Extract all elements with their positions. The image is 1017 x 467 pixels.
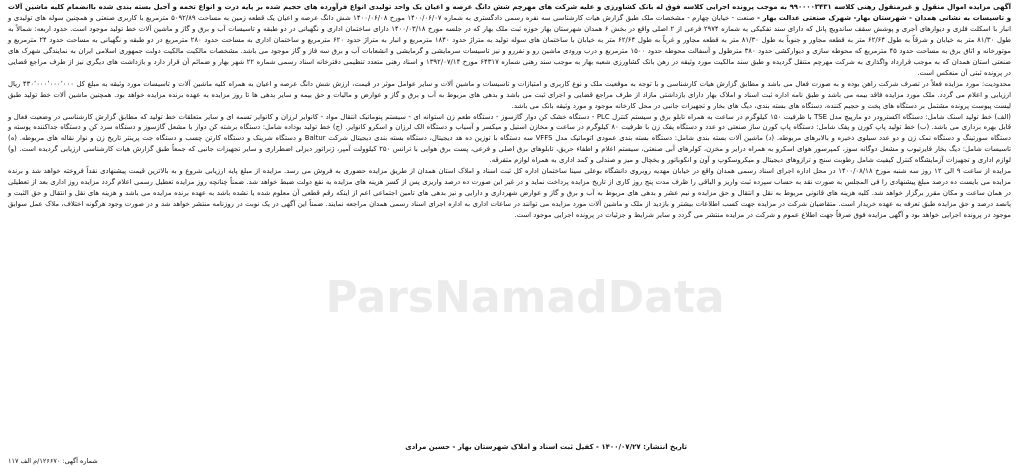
watermark-text: ParsNamadData xyxy=(325,272,725,323)
watermark-logo xyxy=(325,262,725,332)
notice-number: شماره آگهی: ۱۲۶۶۷۰/م الف ۱۱۷ xyxy=(8,457,98,465)
notice-body xyxy=(8,2,1011,221)
notice-paragraph-3: (الف) خط تولید اسنک شامل: دستگاه اکسترودر دو مارپیچ مدل TSE با ظرفیت ۱۵۰ کیلوگرم در ساعت به همراه تابلو برق و سیستم کنترل PLC - دستگاه خشک کن دوار گازسوز - دستگاه طعم زن استوانه ای - سیستم پنوماتیک انتقال مواد - کانوایر لرزان و کانوایر تسمه ای و سایر متعلقات خط تولید که مطابق گزارش کارشناسی در وضعیت فعال و قابل بهره برداری می باشد. (ب) خط تولید پاپ کورن و پفک شامل: دستگاه پاپ کورن ساز صنعتی دو عدد و دستگاه پفک زن با ظرفیت ۸۰ کیلوگرم در ساعت و مخازن استیل و میکسر و آسیاب و دستگاه الک لرزان و اسکرو کانوایر. (ج) خط تولید بوداده شامل: دستگاه برشته کن دوار با مشعل گازسوز و دستگاه سرد کن و دستگاه جداکننده پوسته و دستگاه سورتینگ و دستگاه نمک زن و دو عدد سیلوی ذخیره و بالابرهای مربوطه. (د) ماشین آلات بسته بندی شامل: دستگاه بسته بندی عمودی اتوماتیک مدل VFFS سه دستگاه با توزین ده هد دیجیتال، دستگاه بسته بندی دیجیتال شرکت Baltur و دستگاه شرینک و دستگاه کارتن چسب و دستگاه جت پرینتر تاریخ زن و نوار نقاله های مربوطه. (ه) تاسیسات شامل: دیگ بخار فایرتیوب و مشعل دوگانه سوز، کمپرسور هوای اسکرو به همراه درایر و مخزن، کولرهای آبی صنعتی، سیستم اعلام و اطفاء حریق، تابلوهای برق اصلی و فرعی، پست برق هوایی با ترانس ۲۵۰ کیلوولت آمپر، ژنراتور دیزلی اضطراری و سایر تجهیزات جانبی که جمعاً طبق گزارش هیات کارشناسی ارزیابی گردیده است. (و) لوازم اداری و تجهیزات آزمایشگاه کنترل کیفیت شامل رطوبت سنج و ترازوهای دیجیتال و میکروسکوپ و آون و انکوباتور و یخچال و میز و صندلی و کمد اداری به همراه لوازم متفرقه. xyxy=(8,112,1012,165)
notice-paragraph-4: مزایده از ساعت ۹ الی ۱۲ روز سه شنبه مورخ ۱۴۰۰/۰۸/۱۸ در محل اداره اجرای اسناد رسمی همدان واقع در خیابان مهدیه روبروی دانشگاه بوعلی سینا ساختمان اداره کل ثبت اسناد و املاک استان همدان از طریق مزایده حضوری به فروش می رسد. مزایده از مبلغ پایه ارزیابی شروع و به بالاترین قیمت پیشنهادی نقداً فروخته خواهد شد و برنده مزایده می بایست ده درصد مبلغ پیشنهادی را فی المجلس به صورت نقد به حساب سپرده ثبت واریز و الباقی را ظرف مدت پنج روز کاری از تاریخ مزایده پرداخت نماید و در غیر این صورت ده درصد واریزی پس از کسر هزینه های مزایده به نفع دولت ضبط خواهد شد. ضمناً چنانچه روز مزایده تعطیل رسمی اعلام گردد مزایده روز اداری بعد از تعطیلی در همان ساعت و مکان مقرر برگزار خواهد شد. کلیه هزینه های قانونی مربوط به نقل و انتقال و حق مزایده و نیم عشر و بدهی های مربوط به آب و برق و گاز و عوارض شهرداری و دارایی و نیز بدهی های تامین اجتماعی اعم از اینکه رقم قطعی آن معلوم شده یا نشده باشد به عهده برنده مزایده می باشد و هزینه های نقل و انتقال و حق الثبت و پانصد درصد و حق مزایده طبق تعرفه به عهده خریدار است. متقاضیان شرکت در مزایده جهت کسب اطلاعات بیشتر و بازدید از ملک و ماشین آلات مورد مزایده می توانند در ساعات اداری به اداره اجرای اسناد رسمی همدان مراجعه نمایند. ضمناً این آگهی در یک نوبت در روزنامه منتشر خواهد شد و در صورت وجود هرگونه اختلاف، ملاک عمل سوابق موجود در پرونده اجرایی خواهد بود و آگهی مزایده فوق صرفاً جهت اطلاع عموم و شرکت در مزایده منتشر می گردد و سایر شرایط و جزئیات در پرونده اجرایی موجود است. xyxy=(8,167,1012,220)
notice-footer: تاریخ انتشار: ۱۴۰۰/۰۷/۲۷ - کفیل ثبت اسناد و املاک شهرستان بهار - حسین مرادی xyxy=(405,443,687,451)
watermark-logo-icon xyxy=(325,262,725,332)
notice-title-text: آگهی مزایده اموال منقول و غیرمنقول رهنی کلاسه ۹۹۰۰۰۰۳۴۳۱ به موجب پرونده اجرایی کلاسه فوق له بانک کشاورزی و علیه شرکت های مهرچم شش دانگ عرصه و اعیان یک واحد تولیدی انواع فرآورده های حجیم شده بر پایه ذرت و انواع تخمه و آجیل بسته بندی شده باانضمام کلیه ماشین آلات و تاسیسات به نشانی همدان - شهرستان بهار- شهرک صنعتی عدالت بهار - xyxy=(8,3,1012,22)
notice-paragraph-1: صنعت - خیابان چهارم - مشخصات ملک طبق گزارش هیات کارشناسی سه نفره رسمی دادگستری به شماره ۱۴۰۰/۰۶/۰۷ مورخ ۱۴۰۰/۰۶/۰۸ شش دانگ عرصه و اعیان یک قطعه زمین به مساحت ۵۰۹۲/۸۹ مترمربع با کاربری صنعتی و همچنین سوله های تولیدی و انبار با اسکلت فلزی و دیوارهای آجری و پوشش سقف ساندویچ پانل که دارای سند تفکیکی به شماره ۲۹۷۴ فرعی از ۲ اصلی واقع در بخش ۶ همدان شهرستان بهار حوزه ثبت ملک بهار که در جلسه مورخ ۱۴۰۰/۰۳/۱۸ دارای ساختمان اداری و نگهبانی در دو طبقه و تاسیسات آب و برق و گاز و ماشین آلات خط تولید موجود است. حدود اربعه: شمالاً به طول ۸۱/۳۰ متر به خیابان و شرقاً به طول ۶۲/۶۴ متر به قطعه مجاور و جنوباً به طول ۸۱/۳۰ متر به قطعه مجاور و غرباً به طول ۶۲/۶۴ متر به خیابان با ساختمان های سوله تولید به متراژ حدود ۱۸۴۰ مترمربع و انبار به متراژ حدود ۶۲۰ مترمربع و ساختمان اداری به مساحت حدود ۲۸۰ مترمربع در دو طبقه و نگهبانی به مساحت حدود ۲۴ مترمربع و موتورخانه و اتاق برق به مساحت حدود ۴۵ مترمربع که محوطه سازی و دیوارکشی حدود ۳۸۰ مترطول و آسفالت محوطه حدود ۱۵۰۰ مترمربع و درب ورودی ماشین رو و نفررو و نیز تاسیسات سرمایشی و گرمایشی و انشعابات آب و برق سه فاز و گاز موجود می باشد. مشخصات مالکیت مالکیت دولت جمهوری اسلامی ایران به نمایندگی شهرک های صنعتی استان همدان که به موجب قرارداد واگذاری به شرکت مهرچم منتقل گردیده و طبق سند مالکیت مورد وثیقه در رهن بانک کشاورزی شعبه بهار به موجب سند رهنی شماره ۶۴۳۱۷ مورخ ۱۳۹۲/۰۷/۱۴ و اسناد رهنی متعدد تنظیمی دفترخانه اسناد رسمی شماره ۲۲ شهر بهار و ضمائم آن قرار دارد و بازداشت های دیگری نیز از طرف مراجع قضایی در پرونده ثبتی آن منعکس است. xyxy=(8,13,1012,77)
notice-title xyxy=(8,2,1011,79)
notice-paragraph-2: محدودیت: مورد مزایده فعلاً در تصرف شرکت راهن بوده و به صورت فعال می باشد و مطابق گزارش هیات کارشناسی و با توجه به موقعیت ملک و نوع کاربری و امتیازات و تاسیسات و ماشین آلات و سایر عوامل موثر در قیمت، ارزش شش دانگ عرصه و اعیان به همراه کلیه ماشین آلات و تاسیسات مورد وثیقه به مبلغ کل ۴۳۰٬۰۰۰٬۰۰۰٬۰۰۰ ریال ارزیابی و اعلام می گردد. ملک مورد مزایده فاقد بیمه می باشد و طبق نامه اداره ثبت اسناد و املاک بهار دارای بازداشتی مازاد از طرف مراجع قضایی و اجرای ثبت می باشد و بدهی های مربوط به آب و برق و گاز و عوارض و مالیات و حق بیمه و سایر بدهی ها تا روز مزایده به عهده برنده مزایده خواهد بود. همچنین ماشین آلات خط تولید طبق لیست پیوست پرونده مشتمل بر دستگاه های پخت و حجیم کننده، دستگاه های بسته بندی، دیگ های بخار و تجهیزات جانبی در محل کارخانه موجود و مورد وثیقه بانک می باشد. xyxy=(8,79,1011,110)
